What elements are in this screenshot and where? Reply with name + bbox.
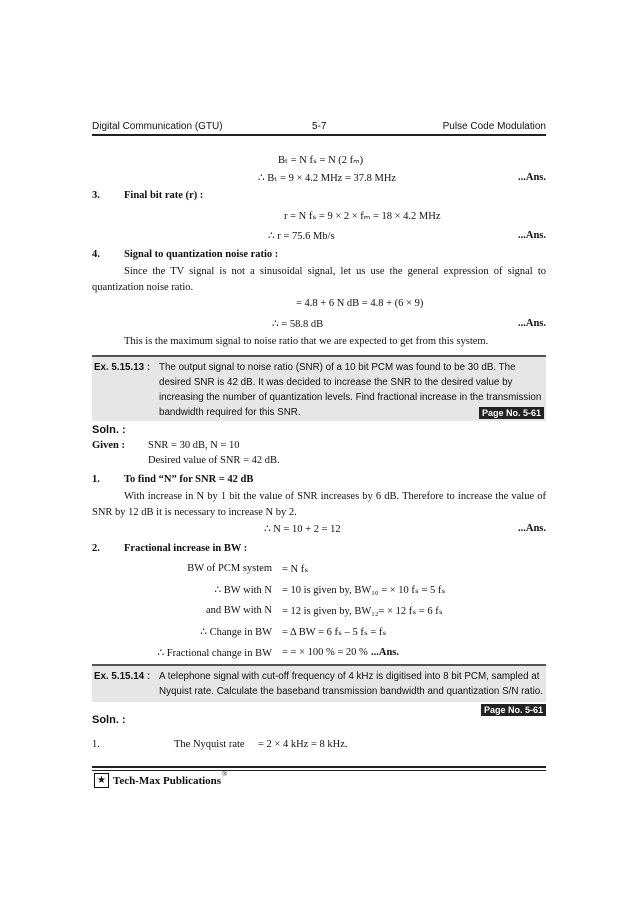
nyquist-label: The Nyquist rate (174, 739, 245, 750)
paragraph: With increase in N by 1 bit the value of SNR increases by 6 dB. Therefore to increase the value of SNR by 12 dB it is necessary to increase N by 2. (92, 491, 546, 518)
section-number: 1. (92, 474, 100, 485)
example-box (92, 664, 546, 702)
page-reference-badge: Page No. 5-61 (479, 407, 544, 419)
header-page-number: 5-7 (312, 121, 327, 132)
bitrate-equation: r = N fₛ = 9 × 2 × fₘ = 18 × 4.2 MHz (284, 211, 441, 222)
footer-rule (92, 770, 546, 771)
section-number: 2. (92, 543, 100, 554)
section-number: 3. (92, 190, 100, 201)
bw-label: ∴ BW with N (214, 585, 272, 596)
section-title: Final bit rate (r) : (124, 190, 204, 201)
bt-equation: Bₜ = N fₛ = N (2 fₘ) (278, 155, 364, 166)
paragraph: Since the TV signal is not a sinusoidal signal, let us use the general expression of signal to quantization noise ratio. (92, 266, 546, 293)
given-value: SNR = 30 dB, N = 10 (148, 440, 240, 451)
answer-mark: ...Ans. (517, 230, 546, 241)
paragraph: This is the maximum signal to noise ratio that we are expected to get from this system. (124, 336, 489, 347)
answer-mark: ...Ans. (371, 647, 400, 658)
solution-heading: Soln. : (92, 714, 126, 726)
bw-value: = = × 100 % = 20 % (282, 647, 368, 658)
answer-mark: ...Ans. (517, 318, 546, 329)
header-left: Digital Communication (GTU) (92, 121, 223, 132)
answer-mark: ...Ans. (517, 523, 546, 534)
header-rule (92, 134, 546, 136)
example-text: A telephone signal with cut-off frequency of 4 kHz is digitised into 8 bit PCM, sampled at (159, 671, 540, 682)
bw-label: and BW with N (205, 605, 272, 616)
solution-heading: Soln. : (92, 424, 126, 436)
example-text: The output signal to noise ratio (SNR) of a 10 bit PCM was found to be 30 dB. The (159, 362, 516, 373)
bw-label: ∴ Fractional change in BW (157, 648, 272, 659)
bw-label: BW of PCM system (187, 563, 272, 574)
n-result: ∴ N = 10 + 2 = 12 (264, 524, 341, 535)
bw-value: = Δ BW = 6 fₛ – 5 fₛ = fₛ (282, 627, 387, 638)
nyquist-value: = 2 × 4 kHz = 8 kHz. (258, 739, 348, 750)
bw-label: ∴ Change in BW (200, 627, 272, 638)
bitrate-result: ∴ r = 75.6 Mb/s (268, 231, 335, 242)
example-text: increasing the number of quantization levels. Find fractional increase in the transmission (159, 392, 542, 403)
bw-value: = N fₛ (282, 564, 309, 575)
publisher-name: Tech-Max Publications (113, 775, 222, 787)
example-text: Nyquist rate. Calculate the baseband transmission bandwidth and quantization S/N ratio. (159, 686, 543, 697)
given-label: Given : (92, 440, 125, 451)
section-title: To find “N” for SNR = 42 dB (124, 474, 254, 485)
page-reference-badge: Page No. 5-61 (481, 704, 546, 716)
section-title: Fractional increase in BW : (124, 543, 248, 554)
bt-result: ∴ Bₜ = 9 × 4.2 MHz = 37.8 MHz (258, 173, 397, 184)
example-text: bandwidth required for this SNR. (159, 407, 301, 418)
given-value: Desired value of SNR = 42 dB. (148, 455, 280, 466)
bw-value: = 10 is given by, BW₁₀ = × 10 fₛ = 5 fₛ (282, 585, 446, 596)
example-box (92, 355, 546, 421)
tech-max-logo-icon: ★ (94, 773, 109, 788)
registered-mark: ® (222, 770, 228, 778)
answer-mark: ...Ans. (517, 172, 546, 183)
footer-rule (92, 766, 546, 768)
example-label: Ex. 5.15.13 : (94, 362, 151, 373)
snr-equation: = 4.8 + 6 N dB = 4.8 + (6 × 9) (296, 298, 424, 309)
bw-value: = 12 is given by, BW₁₂= × 12 fₛ = 6 fₛ (282, 606, 443, 617)
example-text: desired SNR is 42 dB. It was decided to increase the SNR to the desired value by (159, 377, 513, 388)
header-right: Pulse Code Modulation (442, 121, 546, 132)
section-title: Signal to quantization noise ratio : (124, 249, 279, 260)
section-number: 4. (92, 249, 100, 260)
example-label: Ex. 5.15.14 : (94, 671, 151, 682)
section-number: 1. (92, 739, 100, 750)
snr-result: ∴ = 58.8 dB (272, 319, 324, 330)
